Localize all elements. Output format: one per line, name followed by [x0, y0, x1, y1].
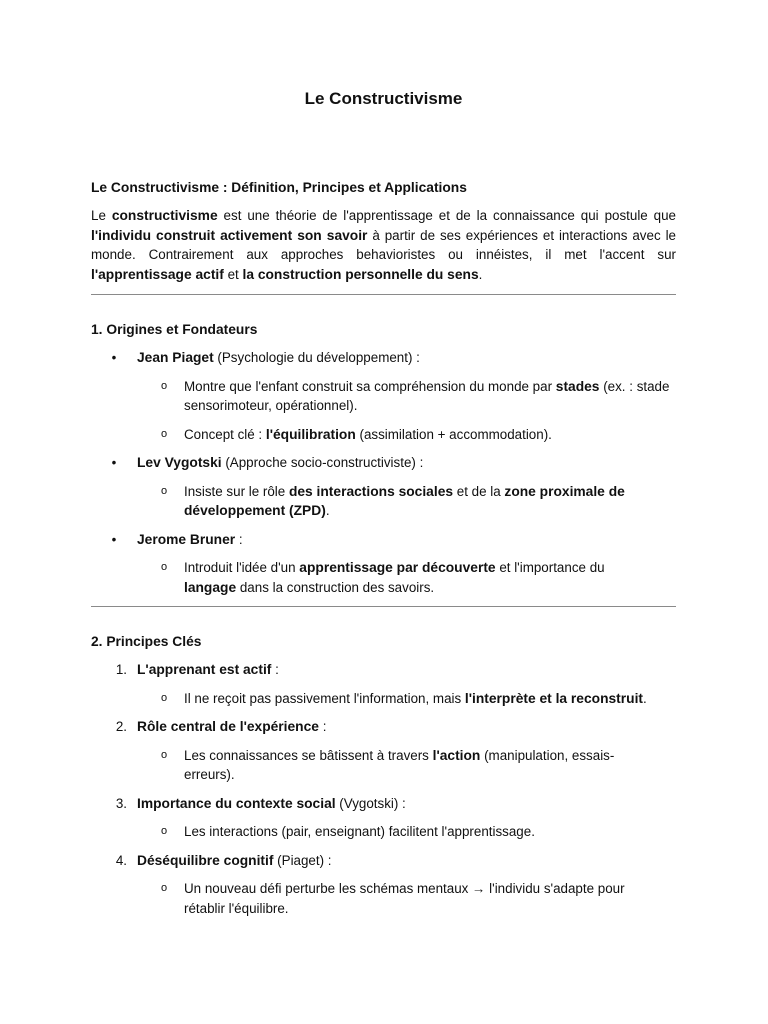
- principle-item: [91, 851, 676, 919]
- founder-detail: (Approche socio-constructiviste) :: [221, 455, 424, 470]
- principle-point: [137, 689, 676, 709]
- sub-bullet-marker: o: [161, 825, 168, 837]
- principle-point: [137, 879, 676, 918]
- point-text: (manipulation, essais-erreurs).: [184, 747, 615, 782]
- point-bold: langage: [184, 579, 237, 595]
- bullet-marker: •: [111, 455, 117, 470]
- intro-bold-2: l'individu construit activement son savoir: [91, 227, 368, 243]
- intro-text-3: à partir de ses expériences et interactions avec le monde. Contrairement aux approches behavioristes ou innéistes, il met l'accent sur: [91, 227, 676, 262]
- point-text: .: [643, 690, 647, 706]
- founder-point: [137, 558, 676, 597]
- principle-number: 4.: [115, 852, 127, 868]
- intro-bold-1: constructivisme: [111, 208, 218, 223]
- founder-point: [137, 425, 676, 445]
- principle-item: [91, 794, 676, 842]
- principle-points: [137, 879, 676, 918]
- point-text: et de la: [453, 483, 505, 499]
- sub-bullet-marker: o: [161, 748, 168, 761]
- sub-bullet-marker: o: [161, 691, 168, 704]
- point-bold: apprentissage par découverte: [299, 560, 496, 575]
- founders-list: [91, 348, 676, 597]
- document-body: [91, 86, 676, 927]
- founder-points: [137, 482, 676, 521]
- founder-name: Jerome Bruner: [137, 531, 236, 547]
- point-text: Concept clé :: [184, 426, 266, 442]
- point-text: Un nouveau défi perturbe les schémas mentaux → l'individu s'adapte pour rétablir l'équilibre.: [184, 881, 625, 916]
- bullet-marker: •: [111, 531, 117, 547]
- founder-name: Jean Piaget: [137, 350, 214, 365]
- principle-points: [137, 822, 676, 842]
- point-bold: l'équilibration: [265, 426, 356, 442]
- sub-bullet-marker: o: [161, 882, 168, 894]
- principle-detail: (Vygotski) :: [335, 795, 406, 811]
- principle-points: [137, 746, 676, 785]
- point-text: (assimilation + accommodation).: [355, 426, 552, 442]
- intro-text-2: est une théorie de l'apprentissage et de la connaissance qui postule que: [217, 208, 676, 223]
- founder-points: [137, 558, 676, 597]
- founder-name: Lev Vygotski: [137, 455, 222, 470]
- founder-item: [91, 348, 676, 444]
- document-title: Le Constructivisme: [304, 89, 463, 108]
- point-text: .: [325, 503, 330, 518]
- principle-detail: :: [318, 719, 327, 734]
- document-subtitle: Le Constructivisme : Définition, Principes et Applications: [91, 180, 467, 195]
- sub-bullet-marker: o: [161, 484, 168, 497]
- principle-detail: (Piaget) :: [273, 852, 332, 868]
- intro-bold-3: l'apprentissage actif: [91, 266, 224, 282]
- point-bold: l'action: [432, 747, 481, 763]
- principle-name: Déséquilibre cognitif: [137, 852, 274, 868]
- principle-point: [137, 822, 676, 842]
- intro-text-4: et: [223, 266, 243, 282]
- intro-text-1: Le: [91, 208, 112, 223]
- principle-detail: :: [271, 662, 279, 677]
- section-title-principles: 2. Principes Clés: [91, 634, 202, 649]
- point-text: Les connaissances se bâtissent à travers: [184, 747, 433, 763]
- bullet-marker: •: [111, 350, 117, 365]
- sub-bullet-marker: o: [161, 379, 168, 392]
- founder-item: [91, 453, 676, 521]
- principle-item: [91, 660, 676, 708]
- founder-points: [137, 377, 676, 445]
- founder-detail: (Psychologie du développement) :: [213, 350, 420, 365]
- point-text: et l'importance du: [495, 560, 605, 575]
- founder-detail: :: [235, 531, 243, 547]
- founder-item: [91, 530, 676, 598]
- point-text: Il ne reçoit pas passivement l'information, mais: [184, 690, 465, 706]
- intro-text-5: .: [478, 266, 483, 282]
- section-divider: [91, 294, 676, 295]
- sub-bullet-marker: o: [161, 561, 168, 573]
- point-bold: des interactions sociales: [288, 483, 454, 499]
- section-divider: [91, 606, 676, 607]
- principle-number: 2.: [115, 719, 127, 734]
- founder-point: [137, 482, 676, 521]
- point-bold: zone proximale de développement (ZPD): [184, 483, 625, 518]
- founder-point: [137, 377, 676, 416]
- principle-name: Rôle central de l'expérience: [137, 719, 319, 734]
- point-text: (ex. : stade sensorimoteur, opérationnel).: [184, 378, 670, 413]
- point-text: Les interactions (pair, enseignant) facilitent l'apprentissage.: [184, 824, 535, 839]
- principle-name: L'apprenant est actif: [137, 662, 272, 677]
- principle-points: [137, 689, 676, 709]
- point-text: Insiste sur le rôle: [184, 483, 289, 499]
- point-bold: l'interprète et la reconstruit: [464, 690, 643, 706]
- point-bold: stades: [555, 378, 600, 394]
- point-text: Montre que l'enfant construit sa compréhension du monde par: [184, 378, 556, 394]
- sub-bullet-marker: o: [161, 427, 168, 440]
- principle-number: 1.: [115, 662, 127, 677]
- intro-paragraph: [91, 206, 676, 284]
- principle-name: Importance du contexte social: [137, 795, 336, 811]
- section-title-origins: 1. Origines et Fondateurs: [91, 322, 258, 337]
- principle-number: 3.: [115, 795, 127, 811]
- principle-item: [91, 717, 676, 785]
- principles-list: [91, 660, 676, 918]
- principle-point: [137, 746, 676, 785]
- point-text: Introduit l'idée d'un: [184, 560, 300, 575]
- intro-bold-4: la construction personnelle du sens: [242, 266, 479, 282]
- point-text: dans la construction des savoirs.: [236, 579, 435, 595]
